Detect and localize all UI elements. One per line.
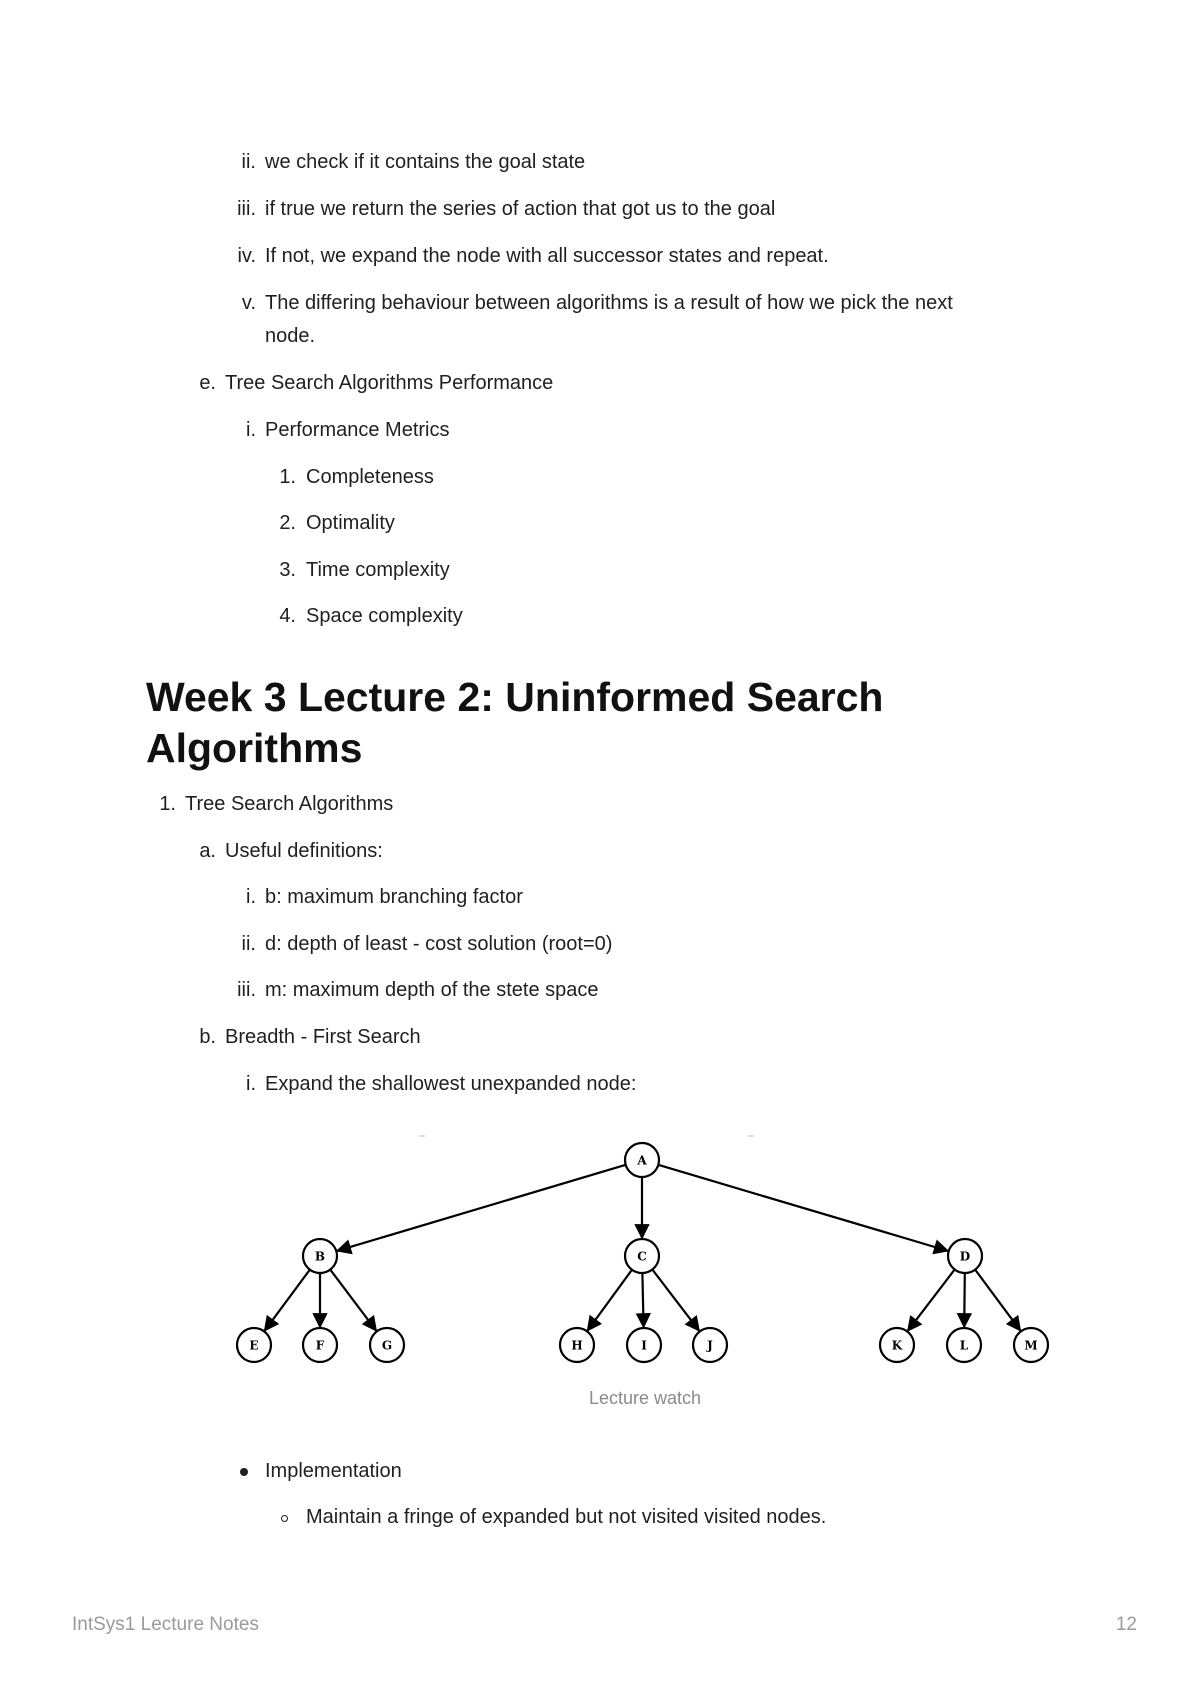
tree-edge <box>265 1270 310 1331</box>
tree-node-label: E <box>249 1338 259 1353</box>
tree-node-a <box>625 1143 659 1177</box>
tree-node-label: H <box>571 1338 583 1353</box>
tree-edge <box>588 1270 632 1331</box>
tree-edge <box>330 1270 376 1331</box>
tree-node-h <box>560 1328 594 1362</box>
tree-edge <box>642 1273 643 1327</box>
tree-node-i <box>627 1328 661 1362</box>
tree-node-j <box>693 1328 727 1362</box>
tree-node-label: K <box>891 1338 903 1353</box>
heading-line-2: Algorithms <box>146 725 363 771</box>
tree-edge <box>658 1165 947 1251</box>
bullet-circle-icon <box>281 1515 288 1522</box>
tree-node-label: J <box>707 1338 713 1353</box>
tree-edge <box>975 1270 1020 1331</box>
bullet-item-implementation: Implementation <box>265 1460 402 1482</box>
tree-edge <box>652 1270 699 1331</box>
tree-node-l <box>947 1328 981 1362</box>
tree-node-label: C <box>637 1249 647 1264</box>
tree-node-g <box>370 1328 404 1362</box>
tree-edge <box>337 1165 625 1251</box>
tree-node-m <box>1014 1328 1048 1362</box>
tree-node-d <box>948 1239 982 1273</box>
tree-node-label: D <box>959 1249 971 1264</box>
footer-title: IntSys1 Lecture Notes <box>72 1614 259 1635</box>
figure-caption: Lecture watch <box>588 1388 702 1408</box>
bullet-disc-icon <box>240 1468 248 1476</box>
page-number: 12 <box>1115 1614 1137 1635</box>
tree-edge <box>964 1273 965 1327</box>
tree-node-f <box>303 1328 337 1362</box>
tree-node-e <box>237 1328 271 1362</box>
tree-node-label: G <box>381 1338 393 1353</box>
tree-node-label: M <box>1024 1338 1038 1353</box>
tree-node-label: B <box>314 1249 326 1264</box>
tree-node-label: F <box>315 1338 325 1353</box>
tree-node-k <box>880 1328 914 1362</box>
tree-edge <box>908 1270 955 1331</box>
tree-node-label: A <box>637 1153 647 1168</box>
tree-node-label: L <box>959 1338 969 1353</box>
heading-line-1: Week 3 Lecture 2: Uninformed Search <box>146 674 884 720</box>
tree-node-b <box>303 1239 337 1273</box>
list-item-continuation: node. <box>265 325 316 347</box>
bullet-item-fringe: Maintain a fringe of expanded but not visited visited nodes. <box>306 1506 827 1528</box>
tree-node-c <box>625 1239 659 1273</box>
tree-node-label: I <box>641 1338 647 1353</box>
